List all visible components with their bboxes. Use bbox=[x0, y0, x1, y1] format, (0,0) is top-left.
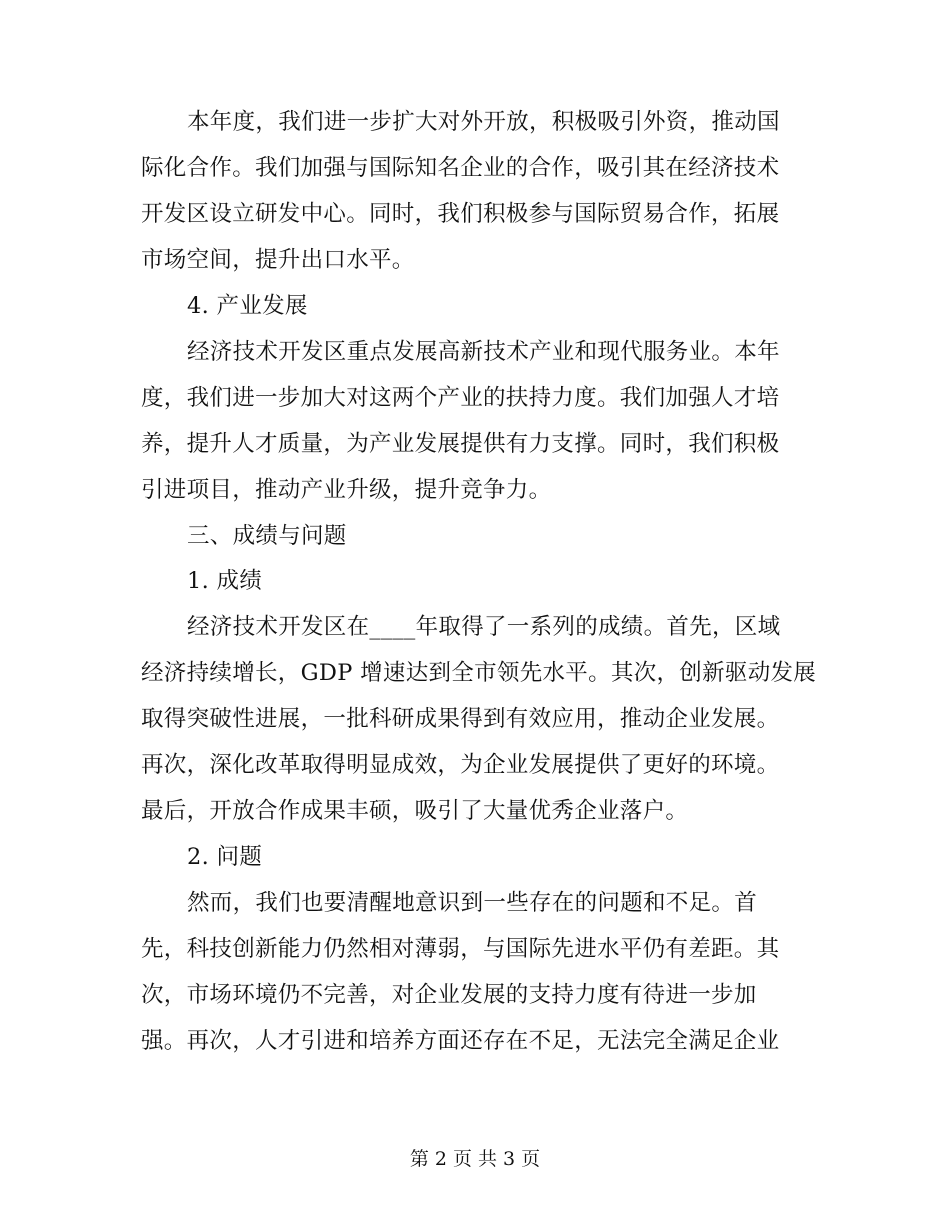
paragraph-line: 度，我们进一步加大对这两个产业的扶持力度。我们加强人才培 bbox=[141, 385, 780, 411]
section-heading: 4. 产业发展 bbox=[187, 293, 308, 319]
paragraph-line: 引进项目，推动产业升级，提升竞争力。 bbox=[141, 477, 552, 503]
paragraph-line: 强。再次，人才引进和培养方面还存在不足，无法完全满足企业 bbox=[141, 1028, 780, 1054]
paragraph-line: 经济技术开发区在____年取得了一系列的成绩。首先，区域 bbox=[187, 614, 781, 640]
paragraph-line: 养，提升人才质量，为产业发展提供有力支撑。同时，我们积极 bbox=[141, 431, 780, 457]
paragraph-line: 市场空间，提升出口水平。 bbox=[141, 247, 415, 273]
paragraph-line: 然而，我们也要清醒地意识到一些存在的问题和不足。首 bbox=[187, 890, 758, 916]
page-number-footer: 第 2 页 共 3 页 bbox=[409, 1148, 541, 1170]
paragraph-line: 开发区设立研发中心。同时，我们积极参与国际贸易合作，拓展 bbox=[141, 201, 780, 227]
paragraph-line: 际化合作。我们加强与国际知名企业的合作，吸引其在经济技术 bbox=[141, 155, 780, 181]
paragraph-line: 最后，开放合作成果丰硕，吸引了大量优秀企业落户。 bbox=[141, 798, 689, 824]
paragraph-line: 经济持续增长，GDP 增速达到全市领先水平。其次，创新驱动发展 bbox=[141, 660, 817, 686]
paragraph-line: 取得突破性进展，一批科研成果得到有效应用，推动企业发展。 bbox=[141, 706, 780, 732]
section-heading: 2. 问题 bbox=[187, 844, 263, 870]
paragraph-line: 次，市场环境仍不完善，对企业发展的支持力度有待进一步加 bbox=[141, 982, 757, 1008]
paragraph-line: 本年度，我们进一步扩大对外开放，积极吸引外资，推动国 bbox=[187, 109, 780, 135]
paragraph-line: 经济技术开发区重点发展高新技术产业和现代服务业。本年 bbox=[187, 339, 780, 365]
paragraph-line: 再次，深化改革取得明显成效，为企业发展提供了更好的环境。 bbox=[141, 752, 780, 778]
paragraph-line: 先，科技创新能力仍然相对薄弱，与国际先进水平仍有差距。其 bbox=[141, 936, 780, 962]
section-heading: 三、成绩与问题 bbox=[187, 523, 347, 549]
section-heading: 1. 成绩 bbox=[187, 568, 263, 594]
